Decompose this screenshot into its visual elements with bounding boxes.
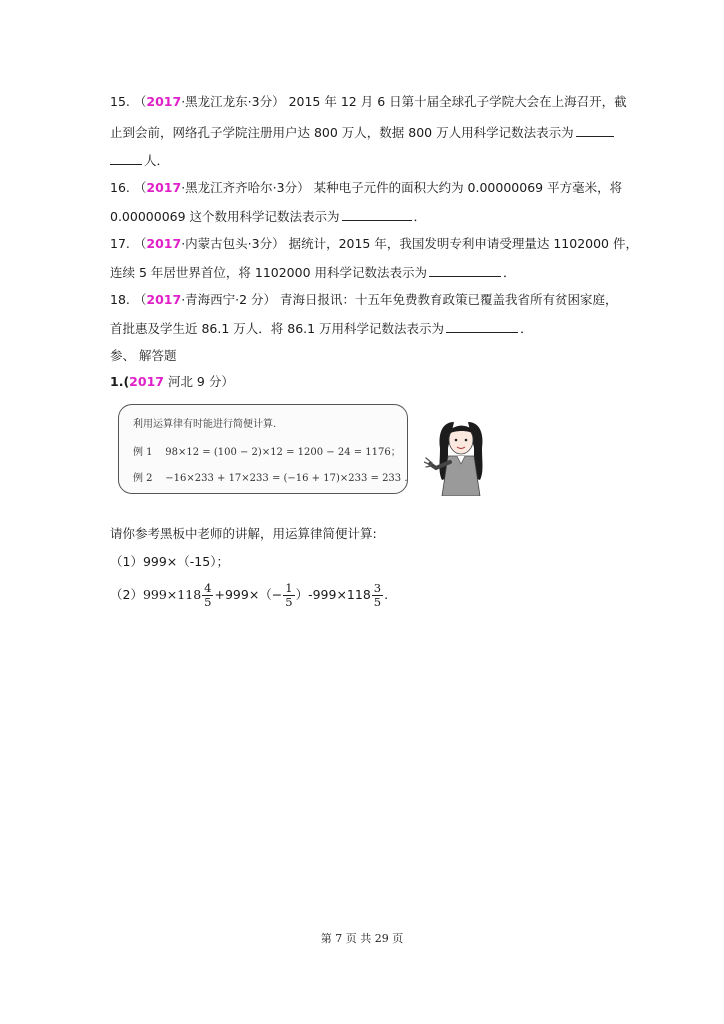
fraction1-numerator: 4 [204,581,212,595]
fraction-one-fifth [283,582,294,609]
board-ex2-expr: −16×233 + 17×233 = (−16 + 17)×233 = 233 . [165,473,408,484]
section-title: 参、 解答题 [110,348,177,363]
q18-text-3: ． [520,321,533,336]
q15-blank-a[interactable] [576,124,614,137]
q18-text-2: 首批惠及学生近 86.1 万人．将 86.1 万用科学记数法表示为 [110,321,445,336]
board-ex1-label: 例 1 [133,447,153,458]
fraction3-denominator: 5 [373,595,382,609]
board-example-1 [133,443,401,458]
instruction-text: 请你参考黑板中老师的讲解，用运算律简便计算: [110,526,377,541]
fraction2-numerator: 1 [285,581,293,595]
q18-year: 2017 [146,292,182,307]
q17-source: ·内蒙古包头·3分） [181,236,285,251]
q17-text-3: ． [503,265,516,280]
q17-year: 2017 [146,236,182,251]
fraction2-denominator: 5 [285,595,293,609]
board-ex2-label: 例 2 [133,473,153,484]
q17-text-2: 连续 5 年居世界首位，将 1102000 用科学记数法表示为 [110,265,428,280]
fraction-four-fifths [202,582,213,609]
q16-source: ·黑龙江齐齐哈尔·3分） [181,180,310,195]
q16-number: 16. [110,180,130,195]
teacher-illustration [424,418,494,496]
q17-blank[interactable] [429,264,501,277]
q17-number: 17. [110,236,130,251]
q18-source: ·青海西宁·2 分） [181,292,277,307]
q17-open-paren: （ [133,236,147,251]
problem1-year: 2017 [129,374,164,389]
part2-term-a: 999×118 [142,587,202,602]
part2-end: . [384,587,389,602]
q15-blank-b[interactable] [110,152,142,165]
problem1-source: 河北 9 分） [163,374,234,389]
page-footer: 第 7 页 共 29 页 [320,932,404,945]
q17-text-1: 据统计，2015 年，我国发明专利申请受理量达 1102000 件， [288,236,638,251]
part-2 [110,580,388,610]
q15-source: ·黑龙江龙东·3分） [181,94,285,109]
q16-text-1: 某种电子元件的面积大约为 0.00000069 平方毫米，将 [313,180,623,195]
q18-line1 [110,292,618,308]
q16-line1 [110,180,622,196]
q18-blank[interactable] [446,320,518,333]
board-title: 利用运算律有时能进行简便计算. [133,419,277,430]
problem1-prefix: 1.( [110,374,130,389]
q18-number: 18. [110,292,130,307]
q15-open-paren: （ [133,94,147,109]
q16-year: 2017 [146,180,182,195]
q16-line2 [110,208,426,225]
q15-text-1: 2015 年 12 月 6 日第十届全球孔子学院大会在上海召开，截 [288,94,627,109]
part2-term-b: +999×（− [214,587,283,602]
q16-text-2: 0.00000069 这个数用科学记数法表示为 [110,209,340,224]
q18-text-1: 青海日报讯：十五年免费教育政策已覆盖我省所有贫困家庭， [280,292,618,307]
q15-line3 [110,152,169,169]
fraction3-numerator: 3 [373,581,382,595]
q16-blank[interactable] [342,208,412,221]
q16-text-3: ． [413,209,427,224]
board-example-2 [133,469,408,484]
q15-text-2: 止到会前，网络孔子学院注册用户达 800 万人，数据 800 万人用科学记数法表示为 [110,125,574,140]
fraction1-denominator: 5 [204,595,212,609]
q18-line2 [110,320,533,337]
q15-number: 15. [110,94,130,109]
q15-line1 [110,94,627,110]
q16-open-paren: （ [133,180,147,195]
q18-open-paren: （ [133,292,147,307]
q15-text-3: 人． [144,153,170,168]
blackboard [118,404,408,494]
fraction-three-fifths [372,582,383,609]
part2-label: （2） [110,587,143,602]
q17-line2 [110,264,516,281]
part2-term-c: ）-999×118 [295,587,371,602]
q17-line1 [110,236,638,252]
board-ex1-expr: 98×12 = (100 − 2)×12 = 1200 − 24 = 1176； [165,447,401,458]
part-1: （1）999×（-15）； [110,554,229,569]
q15-year: 2017 [146,94,182,109]
q15-line2 [110,124,616,141]
problem1-header [110,374,234,390]
